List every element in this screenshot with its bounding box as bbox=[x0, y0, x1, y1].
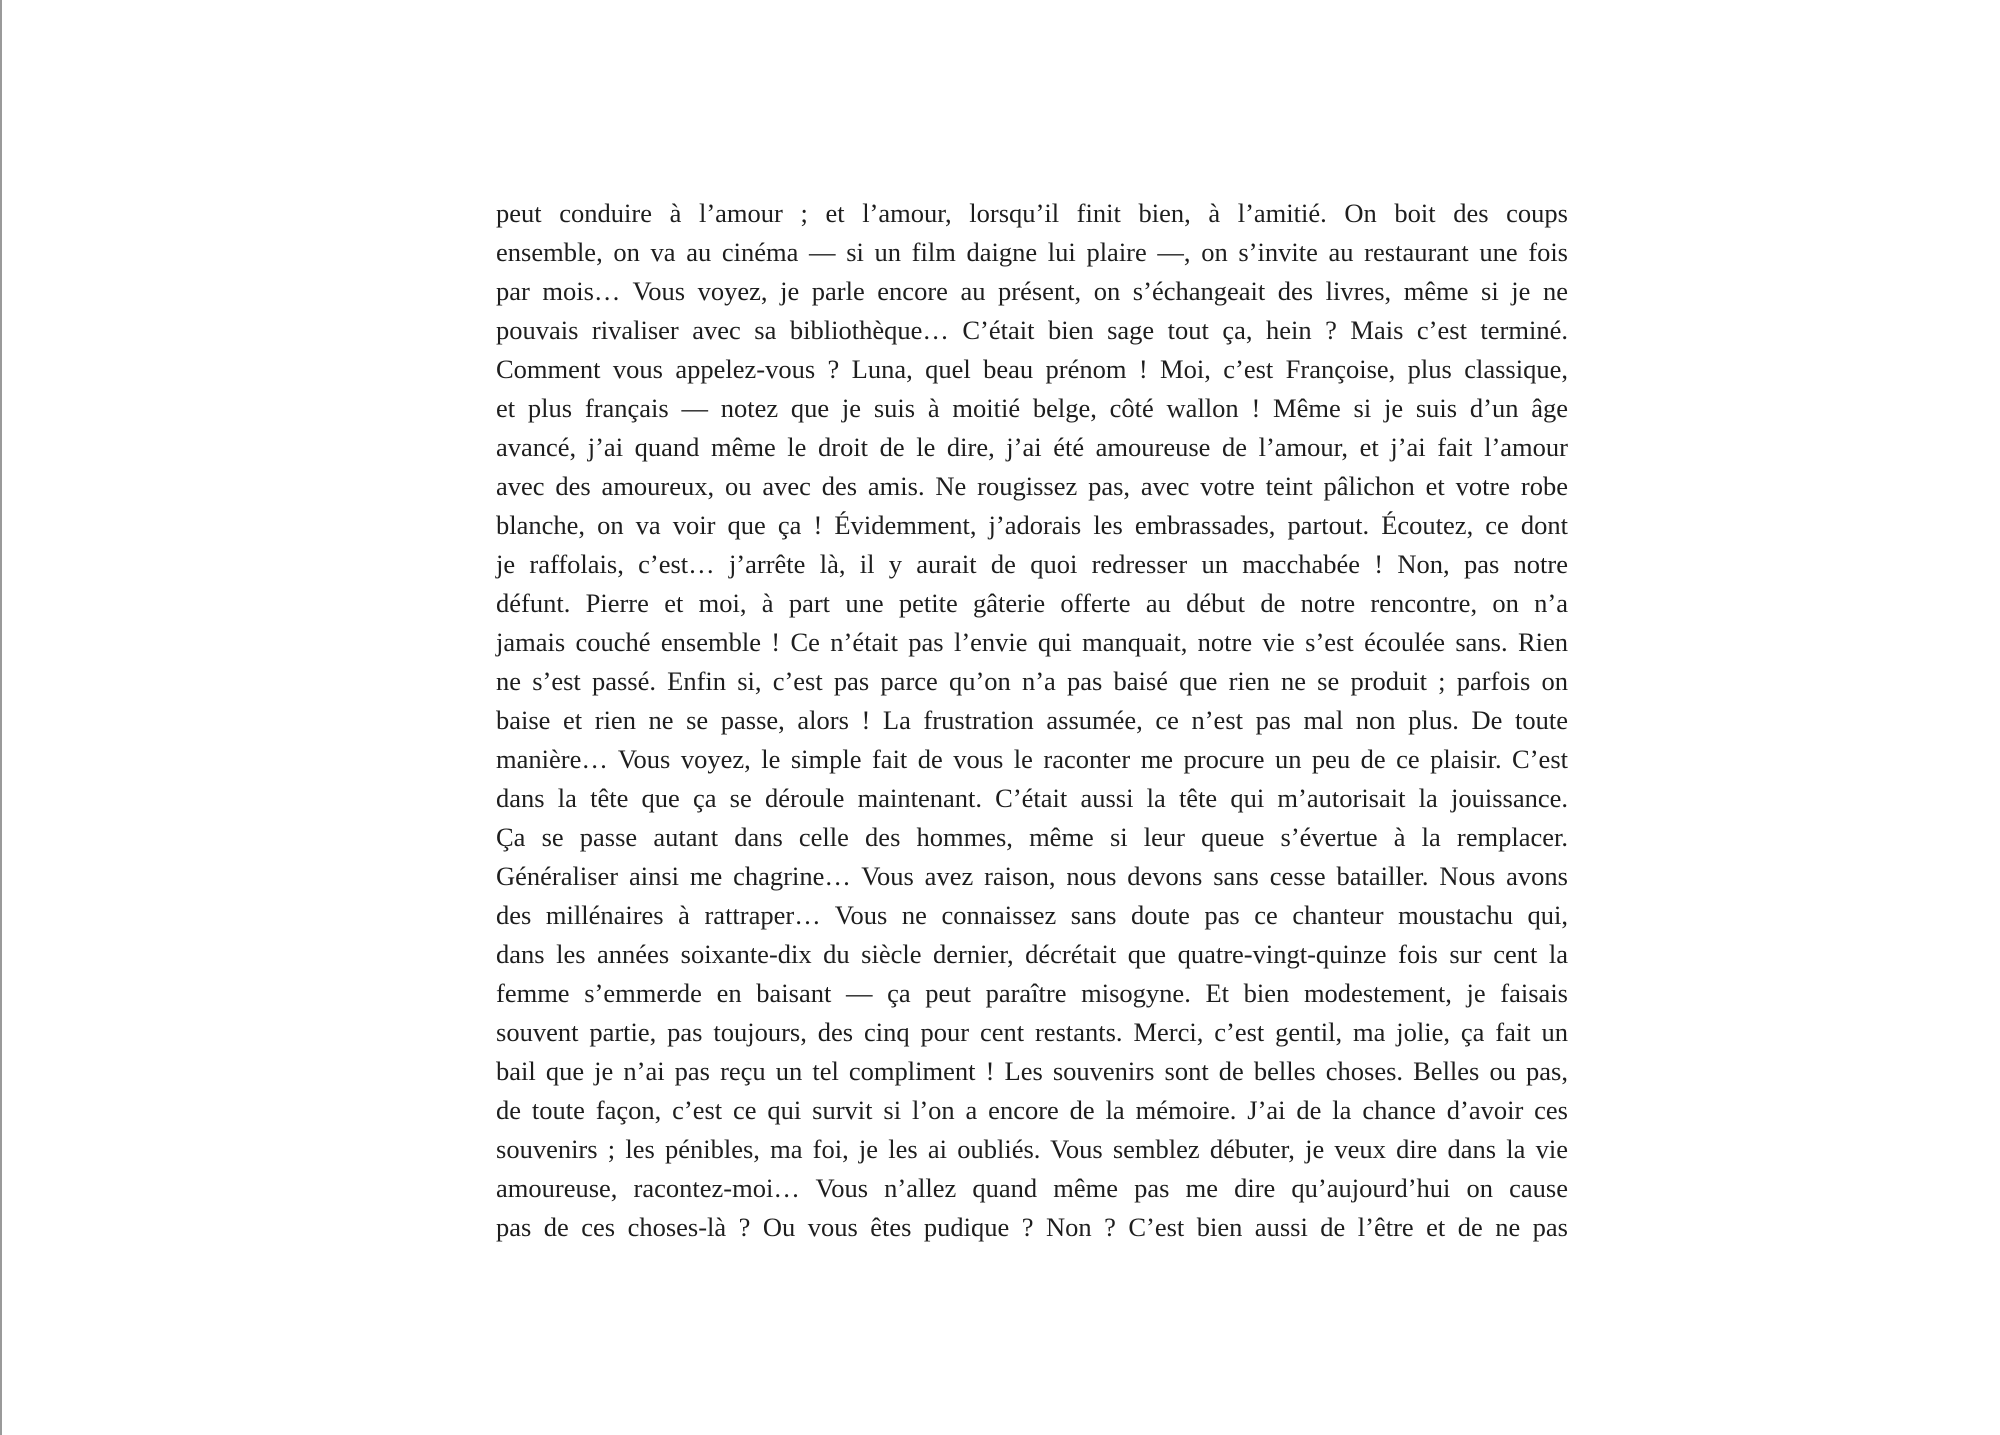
text-line: pas de ces choses-là ? Ou vous êtes pudique ? Non ? C’est bien aussi de l’être et de ne pas bbox=[496, 1212, 1568, 1242]
text-line: Généraliser ainsi me chagrine… Vous avez raison, nous devons sans cesse batailler. Nous avons bbox=[496, 861, 1568, 891]
text-line: des millénaires à rattraper… Vous ne connaissez sans doute pas ce chanteur moustachu qui, bbox=[496, 900, 1568, 930]
text-line: femme s’emmerde en baisant — ça peut paraître misogyne. Et bien modestement, je faisais bbox=[496, 978, 1568, 1008]
text-line: peut conduire à l’amour ; et l’amour, lorsqu’il finit bien, à l’amitié. On boit des coups bbox=[496, 198, 1568, 228]
text-line: dans les années soixante-dix du siècle dernier, décrétait que quatre-vingt-quinze fois sur cent la bbox=[496, 939, 1568, 969]
text-line: amoureuse, racontez-moi… Vous n’allez quand même pas me dire qu’aujourd’hui on cause bbox=[496, 1173, 1568, 1203]
text-line: Comment vous appelez-vous ? Luna, quel beau prénom ! Moi, c’est Françoise, plus classique, bbox=[496, 354, 1568, 384]
text-line: et plus français — notez que je suis à moitié belge, côté wallon ! Même si je suis d’un âge bbox=[496, 393, 1568, 423]
text-line: avancé, j’ai quand même le droit de le dire, j’ai été amoureuse de l’amour, et j’ai fait l’amour bbox=[496, 432, 1568, 462]
text-line: par mois… Vous voyez, je parle encore au présent, on s’échangeait des livres, même si je ne bbox=[496, 276, 1568, 306]
text-line: baise et rien ne se passe, alors ! La frustration assumée, ce n’est pas mal non plus. De toute bbox=[496, 705, 1568, 735]
text-line: souvenirs ; les pénibles, ma foi, je les ai oubliés. Vous semblez débuter, je veux dire dans la vie bbox=[496, 1134, 1568, 1164]
text-line: ensemble, on va au cinéma — si un film daigne lui plaire —, on s’invite au restaurant une fois bbox=[496, 237, 1568, 267]
text-line: bail que je n’ai pas reçu un tel compliment ! Les souvenirs sont de belles choses. Belles ou pas, bbox=[496, 1056, 1568, 1086]
text-line: jamais couché ensemble ! Ce n’était pas l’envie qui manquait, notre vie s’est écoulée sans. Rien bbox=[496, 627, 1568, 657]
text-line: dans la tête que ça se déroule maintenant. C’était aussi la tête qui m’autorisait la jouissance. bbox=[496, 783, 1568, 813]
text-line: ne s’est passé. Enfin si, c’est pas parce qu’on n’a pas baisé que rien ne se produit ; parfois on bbox=[496, 666, 1568, 696]
text-line: souvent partie, pas toujours, des cinq pour cent restants. Merci, c’est gentil, ma jolie, ça fait un bbox=[496, 1017, 1568, 1047]
text-line: de toute façon, c’est ce qui survit si l’on a encore de la mémoire. J’ai de la chance d’avoir ces bbox=[496, 1095, 1568, 1125]
text-line: pouvais rivaliser avec sa bibliothèque… C’était bien sage tout ça, hein ? Mais c’est terminé. bbox=[496, 315, 1568, 345]
text-line: manière… Vous voyez, le simple fait de vous le raconter me procure un peu de ce plaisir. C’est bbox=[496, 744, 1568, 774]
text-line: défunt. Pierre et moi, à part une petite gâterie offerte au début de notre rencontre, on n’a bbox=[496, 588, 1568, 618]
text-line: blanche, on va voir que ça ! Évidemment, j’adorais les embrassades, partout. Écoutez, ce dont bbox=[496, 510, 1568, 540]
body-text bbox=[496, 194, 1568, 1247]
text-line: Ça se passe autant dans celle des hommes, même si leur queue s’évertue à la remplacer. bbox=[496, 822, 1568, 852]
text-line: avec des amoureux, ou avec des amis. Ne rougissez pas, avec votre teint pâlichon et votre robe bbox=[496, 471, 1568, 501]
text-line: je raffolais, c’est… j’arrête là, il y aurait de quoi redresser un macchabée ! Non, pas notre bbox=[496, 549, 1568, 579]
page-edge-line bbox=[0, 0, 2, 1435]
